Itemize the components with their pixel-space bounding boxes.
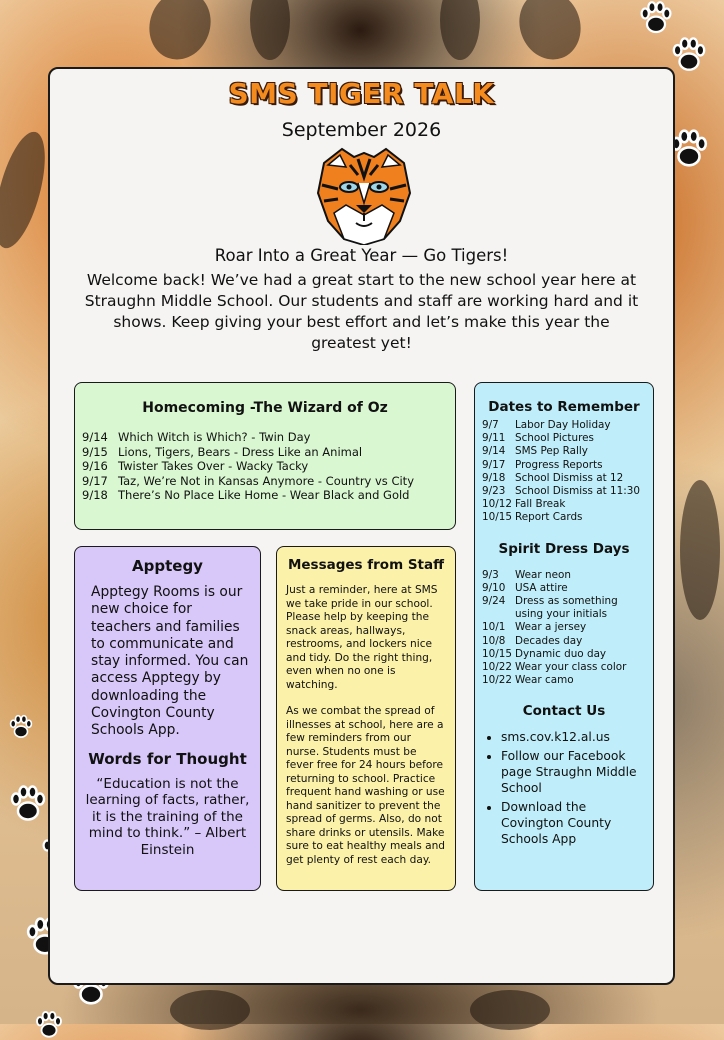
- item-date: 10/8: [482, 634, 506, 647]
- tiger-face-icon: [314, 143, 414, 245]
- list-item: [482, 582, 653, 595]
- list-item: [482, 595, 653, 608]
- item-text: Progress Reports: [515, 458, 603, 471]
- newsletter-title: SMS TIGER TALK: [228, 77, 495, 110]
- item-date: 10/15: [482, 511, 512, 524]
- item-date: 9/14: [82, 430, 108, 444]
- welcome-message: Welcome back! We’ve had a great start to the new school year here at Straughn Middle School. Our students and staff are working hard and it shows. Keep giving your best effort and let’s make this year the greatest yet!: [84, 271, 639, 352]
- item-date: 9/18: [82, 488, 108, 503]
- list-item: [482, 569, 653, 582]
- list-item: [482, 635, 653, 648]
- item-text: Twister Takes Over - Wacky Tacky: [118, 459, 309, 474]
- dates-title: Dates to Remember: [488, 399, 640, 415]
- item-text: Dress as something: [515, 595, 618, 608]
- list-item: [482, 511, 653, 524]
- quote: “Education is not the learning of facts, rather, it is the training of the mind to think.” – Albert Einstein: [85, 775, 250, 858]
- contact-app[interactable]: • Download the Covington County Schools App: [501, 799, 645, 848]
- contact-list: [501, 729, 645, 847]
- list-item: [482, 661, 653, 674]
- headline: Roar Into a Great Year — Go Tigers!: [214, 246, 509, 265]
- item-text: Taz, We’re Not in Kansas Anymore - Country vs City: [118, 473, 414, 488]
- spirit-list: [482, 569, 653, 688]
- homecoming-list: [82, 430, 455, 503]
- paw-print-icon: [638, 0, 674, 36]
- item-text: SMS Pep Rally: [515, 445, 588, 458]
- list-item: [482, 674, 653, 687]
- paw-print-icon: [34, 1010, 64, 1040]
- dates-box: [474, 382, 654, 891]
- newsletter-sheet: [48, 67, 675, 985]
- item-date: 10/1: [482, 621, 506, 634]
- list-item: [482, 459, 653, 472]
- item-date: 9/17: [82, 473, 108, 488]
- item-date: 10/22: [482, 661, 512, 674]
- item-date: 10/12: [482, 498, 512, 511]
- item-text: School Dismiss at 11:30: [515, 485, 640, 498]
- item-date: 9/14: [482, 445, 506, 458]
- paw-print-icon: [8, 714, 34, 740]
- item-text: Wear your class color: [515, 661, 627, 674]
- homecoming-box: [74, 382, 456, 530]
- item-date: 9/16: [82, 459, 108, 474]
- list-item: [482, 419, 653, 432]
- item-date: 9/18: [482, 471, 506, 484]
- item-text: Decades day: [515, 634, 583, 647]
- item-text: School Pictures: [515, 432, 594, 445]
- item-date: 9/23: [482, 485, 506, 498]
- list-item: [82, 445, 455, 460]
- item-date: 9/3: [482, 568, 499, 581]
- item-text: Fall Break: [515, 498, 566, 511]
- list-item: [82, 430, 455, 445]
- item-text: USA attire: [515, 581, 568, 594]
- newsletter-month: September 2026: [281, 119, 442, 141]
- paw-print-icon: [670, 36, 708, 74]
- item-date: 9/7: [482, 419, 499, 431]
- background-stripe: [250, 0, 290, 60]
- list-item: [482, 498, 653, 511]
- list-item: [482, 648, 653, 661]
- list-item: [482, 472, 653, 485]
- staff-messages-box: [276, 546, 456, 891]
- item-text: Report Cards: [515, 511, 583, 524]
- apptegy-text: Apptegy Rooms is our new choice for teachers and families to communicate and stay informed. You can access Apptegy by downloading the Covington County Schools App.: [91, 584, 249, 739]
- staff-messages-title: Messages from Staff: [287, 557, 445, 573]
- apptegy-title: Apptegy: [132, 557, 203, 575]
- list-item: [482, 445, 653, 458]
- item-text: There’s No Place Like Home - Wear Black and Gold: [118, 488, 410, 503]
- list-item: [82, 488, 455, 503]
- item-text: Dynamic duo day: [515, 647, 607, 660]
- background-stripe: [170, 990, 250, 1030]
- dates-list: [482, 419, 653, 525]
- background-stripe: [440, 0, 480, 60]
- item-date: 10/22: [482, 674, 512, 687]
- list-item: [482, 432, 653, 445]
- spirit-dress-title: Spirit Dress Days: [498, 540, 630, 557]
- item-date: 10/15: [482, 647, 512, 660]
- item-text: Wear a jersey: [515, 621, 587, 634]
- list-item: [482, 485, 653, 498]
- staff-message-paragraph: Just a reminder, here at SMS we take pride in our school. Please help by keeping the snack areas, hallways, restrooms, and lockers nice and tidy. Do the right thing, even when no one is watching.: [286, 584, 438, 691]
- background-stripe: [470, 990, 550, 1030]
- item-date: 9/15: [82, 444, 108, 459]
- homecoming-title: Homecoming -The Wizard of Oz: [142, 400, 388, 416]
- background-stripe: [680, 480, 720, 620]
- staff-messages-text: [286, 584, 447, 867]
- list-item: [482, 621, 653, 634]
- staff-message-paragraph: As we combat the spread of illnesses at school, here are a few reminders from our nurse. Students must be fever free for 24 hours before returning to school. Practice frequent hand washing or use hand sanitizer to prevent the spread of germs. Also, do not share drinks or utensils. Make sure to eat healthy meals and get plenty of rest each day.: [286, 705, 446, 866]
- background-stripe: [510, 0, 590, 68]
- contact-website[interactable]: • sms.cov.k12.al.us: [501, 729, 645, 745]
- background-stripe: [140, 0, 220, 68]
- list-item: [82, 459, 455, 474]
- item-date: 9/11: [482, 432, 506, 445]
- background-stripe: [0, 127, 55, 253]
- item-text: Wear camo: [515, 674, 574, 687]
- paw-print-icon: [8, 784, 48, 824]
- item-text: Wear neon: [515, 568, 571, 581]
- apptegy-box: [74, 546, 261, 891]
- contact-facebook[interactable]: • Follow our Facebook page Straughn Middle School: [501, 748, 645, 797]
- contact-title: Contact Us: [522, 703, 606, 720]
- item-date: 9/10: [482, 581, 506, 594]
- item-text: Lions, Tigers, Bears - Dress Like an Animal: [118, 444, 363, 459]
- item-date: 9/17: [482, 458, 506, 471]
- item-text: Which Witch is Which? - Twin Day: [118, 430, 311, 444]
- list-item-continuation: using your initials: [515, 608, 608, 621]
- item-date: 9/24: [482, 595, 506, 608]
- item-text: Labor Day Holiday: [515, 419, 611, 431]
- list-item: [82, 474, 455, 489]
- words-for-thought-title: Words for Thought: [88, 749, 247, 768]
- item-text: School Dismiss at 12: [515, 471, 624, 484]
